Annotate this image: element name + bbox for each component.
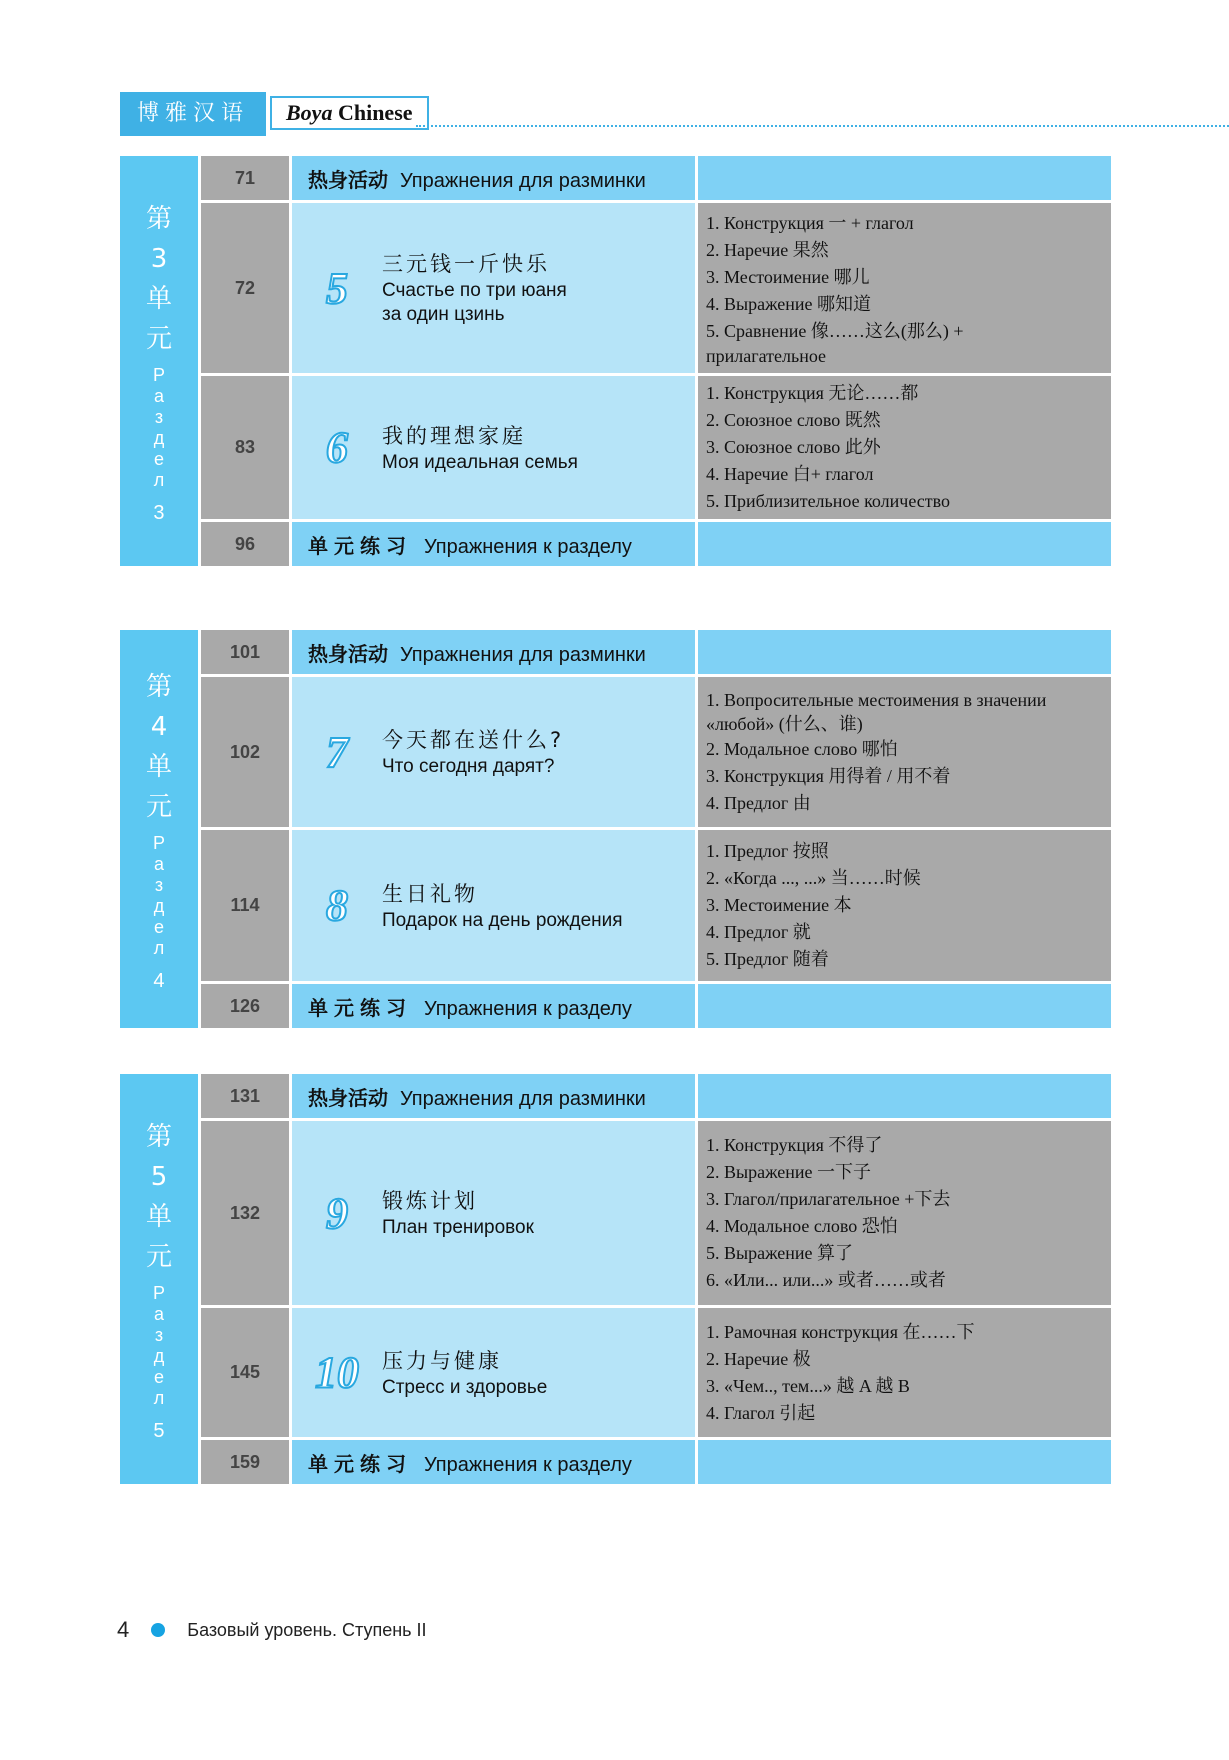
side-ru-char: е [153,916,164,937]
side-cn-char: 单 [145,1201,172,1232]
lesson-title-cn: 压力与健康 [382,1348,502,1373]
unit-3 [120,156,1111,566]
lesson-title-cell [292,830,695,981]
lesson-title-cn: 今天都在送什么? [382,728,565,752]
side-cn-char: 单 [145,751,172,782]
grammar-item: 2. Наречие 果然 [706,239,829,260]
side-cn-char: 4 [150,711,168,742]
side-ru-char: д [153,427,165,448]
review-cell [292,1440,695,1484]
lesson-row [198,376,1111,519]
side-ru-char: л [153,469,165,490]
empty-cell [698,630,1111,674]
grammar-item: 3. Местоимение 本 [706,895,852,915]
grammar-item: 4. Выражение 哪知道 [706,293,872,314]
grammar-item: «любой» (什么、谁) [706,713,863,734]
page-footer [117,1617,427,1643]
side-unit-number: 5 [153,1419,165,1442]
grammar-cell [698,1121,1111,1305]
page-number: 101 [201,630,289,674]
warmup-cell [292,1074,695,1118]
grammar-item: 5. Предлог 随着 [706,949,829,969]
page-number: 96 [201,522,289,566]
side-ru-char: Р [152,364,165,385]
side-ru-char: д [153,895,165,916]
lesson-title-cn: 三元钱一斤快乐 [382,252,550,276]
lesson-title-cell [292,1308,695,1437]
grammar-item: 3. Союзное слово 此外 [706,437,881,457]
grammar-item: 4. Глагол 引起 [706,1402,816,1423]
lesson-title-cn: 我的理想家庭 [382,423,526,448]
grammar-item: 4. Модальное слово 恐怕 [706,1216,898,1236]
side-ru-char: а [153,853,164,874]
side-cn-char: 元 [145,1241,172,1272]
page-number: 71 [201,156,289,200]
review-row [198,984,1111,1028]
review-ru: Упражнения к разделу [424,535,632,558]
review-row [198,522,1111,566]
lesson-title-ru: Что сегодня дарят? [382,756,555,777]
page-number: 102 [201,677,289,827]
grammar-cell [698,830,1111,981]
page-header [120,92,1229,136]
empty-cell [698,1440,1111,1484]
grammar-cell [698,203,1111,373]
page-number: 83 [201,376,289,519]
side-ru-char: л [153,937,165,958]
lesson-row [198,1121,1111,1305]
empty-cell [698,156,1111,200]
lesson-number: 5 [326,263,348,313]
side-ru-char: а [153,1303,164,1324]
side-unit-number: 4 [153,969,165,992]
side-cn-char: 第 [145,671,172,702]
header-dotted-line [416,125,1229,127]
review-cn: 单元练习 [308,533,412,558]
header-english-title [270,96,429,130]
page-number: 126 [201,984,289,1028]
warmup-cn: 热身活动 [308,167,388,192]
side-cn-char: 第 [145,1121,172,1152]
review-cell [292,522,695,566]
empty-cell [698,984,1111,1028]
grammar-item: 2. «Когда ..., ...» 当……时候 [706,868,921,888]
unit-4 [120,630,1111,1028]
footer-dot-icon [151,1623,165,1637]
page-number: 145 [201,1308,289,1437]
grammar-item: 1. Конструкция 不得了 [706,1135,883,1155]
side-ru-char: Р [152,1282,165,1303]
warmup-ru: Упражнения для разминки [400,643,646,666]
footer-page-number: 4 [117,1617,130,1642]
grammar-item: 3. Конструкция 用得着 / 用不着 [706,765,951,786]
grammar-item: 3. Глагол/прилагательное +下去 [706,1189,951,1209]
lesson-title-cn: 生日礼物 [382,881,478,906]
lesson-number: 7 [326,727,348,777]
lesson-row [198,830,1111,981]
review-row [198,1440,1111,1484]
warmup-cn: 热身活动 [308,641,388,666]
grammar-item: 4. Предлог 由 [706,792,811,813]
grammar-item: 6. «Или... или...» 或者……或者 [706,1270,946,1290]
grammar-item: 5. Сравнение 像……这么(那么) + [706,320,964,341]
grammar-cell [698,677,1111,827]
lesson-row [198,1308,1111,1437]
review-cn: 单元练习 [308,1451,412,1476]
side-cn-char: 元 [145,323,172,354]
page-number: 72 [201,203,289,373]
footer-text: Базовый уровень. Ступень II [187,1619,427,1640]
side-ru-char: Р [152,832,165,853]
grammar-item: прилагательное [706,345,827,366]
warmup-row [198,156,1111,200]
side-cn-char: 3 [150,243,168,274]
review-ru: Упражнения к разделу [424,997,632,1020]
warmup-ru: Упражнения для разминки [400,1087,646,1110]
side-ru-char: з [154,874,164,895]
lesson-row [198,203,1111,373]
lesson-title-ru: Моя идеальная семья [382,451,578,473]
grammar-item: 2. Наречие 极 [706,1348,811,1369]
side-cn-char: 第 [145,203,172,234]
side-ru-char: з [154,406,164,427]
lesson-title-cell [292,376,695,519]
grammar-item: 4. Предлог 就 [706,922,811,942]
review-cell [292,984,695,1028]
side-cn-char: 元 [145,791,172,822]
lesson-title-ru: за один цзинь [382,304,505,325]
grammar-item: 3. Местоимение 哪儿 [706,266,870,287]
grammar-cell [698,1308,1111,1437]
empty-cell [698,1074,1111,1118]
warmup-row [198,1074,1111,1118]
unit-side-label [120,1074,198,1484]
grammar-item: 1. Рамочная конструкция 在……下 [706,1321,975,1342]
side-ru-char: е [153,1366,164,1387]
header-english-italic: Boya [286,100,333,125]
unit-side-label [120,630,198,1028]
review-cn: 单元练习 [308,995,412,1020]
grammar-cell [698,376,1111,519]
header-english-rest: Chinese [337,100,413,125]
lesson-number: 10 [315,1348,359,1397]
page-number: 131 [201,1074,289,1118]
grammar-item: 1. Предлог 按照 [706,841,829,861]
lesson-number: 6 [326,423,348,472]
page-number: 132 [201,1121,289,1305]
lesson-title-ru: Подарок на день рождения [382,909,623,931]
grammar-item: 5. Выражение 算了 [706,1243,854,1263]
side-ru-char: а [153,385,164,406]
side-ru-char: з [154,1324,164,1345]
warmup-cn: 热身活动 [308,1085,388,1110]
grammar-item: 2. Союзное слово 既然 [706,410,881,430]
side-unit-number: 3 [153,501,165,524]
side-cn-char: 5 [150,1161,168,1192]
empty-cell [698,522,1111,566]
side-ru-char: е [153,448,164,469]
lesson-title-ru: Счастье по три юаня [382,280,567,301]
warmup-row [198,630,1111,674]
side-ru-char: л [153,1387,165,1408]
grammar-item: 2. Модальное слово 哪怕 [706,738,898,759]
lesson-number: 9 [326,1188,348,1238]
review-ru: Упражнения к разделу [424,1453,632,1476]
page-number: 114 [201,830,289,981]
side-ru-char: д [153,1345,165,1366]
grammar-item: 5. Приблизительное количество [706,491,951,511]
page-number: 159 [201,1440,289,1484]
lesson-title-cell [292,1121,695,1305]
lesson-row [198,677,1111,827]
lesson-title-cn: 锻炼计划 [382,1189,478,1213]
unit-5 [120,1074,1111,1484]
warmup-cell [292,156,695,200]
unit-side-label [120,156,198,566]
warmup-cell [292,630,695,674]
side-cn-char: 单 [145,283,172,314]
grammar-item: 1. Конструкция 一 + глагол [706,212,914,233]
grammar-item: 1. Конструкция 无论……都 [706,383,919,403]
grammar-item: 2. Выражение 一下子 [706,1162,872,1182]
header-chinese-title: 博雅汉语 [120,92,266,136]
lesson-title-ru: Стресс и здоровье [382,1376,548,1398]
lesson-title-cell [292,677,695,827]
lesson-number: 8 [326,881,348,930]
lesson-title-cell [292,203,695,373]
warmup-ru: Упражнения для разминки [400,169,646,192]
grammar-item: 1. Вопросительные местоимения в значении [706,689,1047,710]
lesson-title-ru: План тренировок [382,1217,534,1238]
grammar-item: 3. «Чем.., тем...» 越 A 越 B [706,1375,910,1396]
grammar-item: 4. Наречие 白+ глагол [706,464,874,484]
